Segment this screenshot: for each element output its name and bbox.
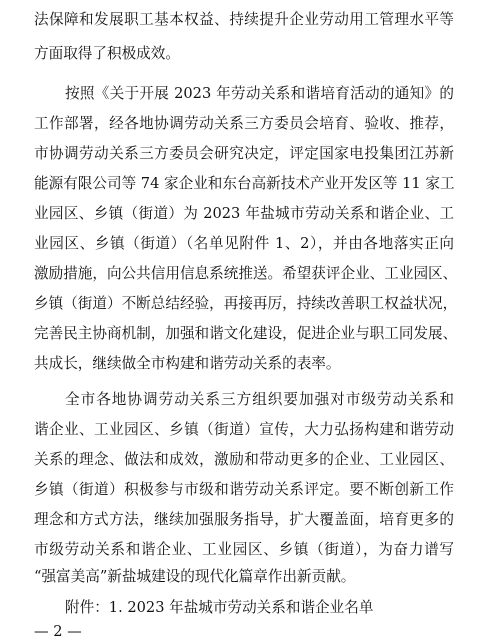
paragraph-2-line: 工作部署，经各地协调劳动关系三方委员会培育、验收、推荐，: [34, 115, 454, 132]
paragraph-2-line: 市协调劳动关系三方委员会研究决定，评定国家电投集团江苏新: [34, 145, 454, 162]
paragraph-2-line: 业园区、乡镇（街道）为 2023 年盐城市劳动关系和谐企业、工: [34, 205, 454, 222]
paragraph-2-line: 乡镇（街道）不断总结经验，再接再厉，持续改善职工权益状况，: [34, 295, 458, 312]
paragraph-3-line: 乡镇（街道）积极参与市级和谐劳动关系评定。要不断创新工作: [34, 481, 454, 498]
paragraph-2-line: 按照《关于开展 2023 年劳动关系和谐培育活动的通知》的: [65, 85, 454, 102]
paragraph-2-line: 共成长，继续做全市构建和谐劳动关系的表率。: [34, 355, 341, 372]
paragraph-3-line: “强富美高”新盐城建设的现代化篇章作出新贡献。: [34, 568, 356, 585]
paragraph-2-line: 业园区、乡镇（街道）（名单见附件 1、2），并由各地落实正向: [34, 235, 454, 252]
paragraph-1-line: 方面取得了积极成效。: [34, 45, 180, 62]
attachment-line: 附件：1. 2023 年盐城市劳动关系和谐企业名单: [65, 599, 374, 616]
paragraph-3-line: 市级劳动关系和谐企业、工业园区、乡镇（街道），为奋力谱写: [34, 541, 454, 558]
paragraph-3-line: 关系的理念、做法和成效，激励和带动更多的企业、工业园区、: [34, 451, 454, 468]
paragraph-1-line: 法保障和发展职工基本权益、持续提升企业劳动用工管理水平等: [34, 11, 454, 28]
paragraph-2-line: 完善民主协商机制，加强和谐文化建设，促进企业与职工同发展、: [34, 325, 458, 342]
paragraph-3-line: 理念和方式方法，继续加强服务指导，扩大覆盖面，培育更多的: [34, 511, 454, 528]
paragraph-3-line: 全市各地协调劳动关系三方组织要加强对市级劳动关系和: [65, 391, 454, 408]
paragraph-3-line: 谐企业、工业园区、乡镇（街道）宣传，大力弘扬构建和谐劳动: [34, 421, 454, 438]
page-number: — 2 —: [34, 623, 82, 640]
paragraph-2-line: 能源有限公司等 74 家企业和东台高新技术产业开发区等 11 家工: [34, 175, 455, 192]
paragraph-2-line: 激励措施，向公共信用信息系统推送。希望获评企业、工业园区、: [34, 265, 458, 282]
